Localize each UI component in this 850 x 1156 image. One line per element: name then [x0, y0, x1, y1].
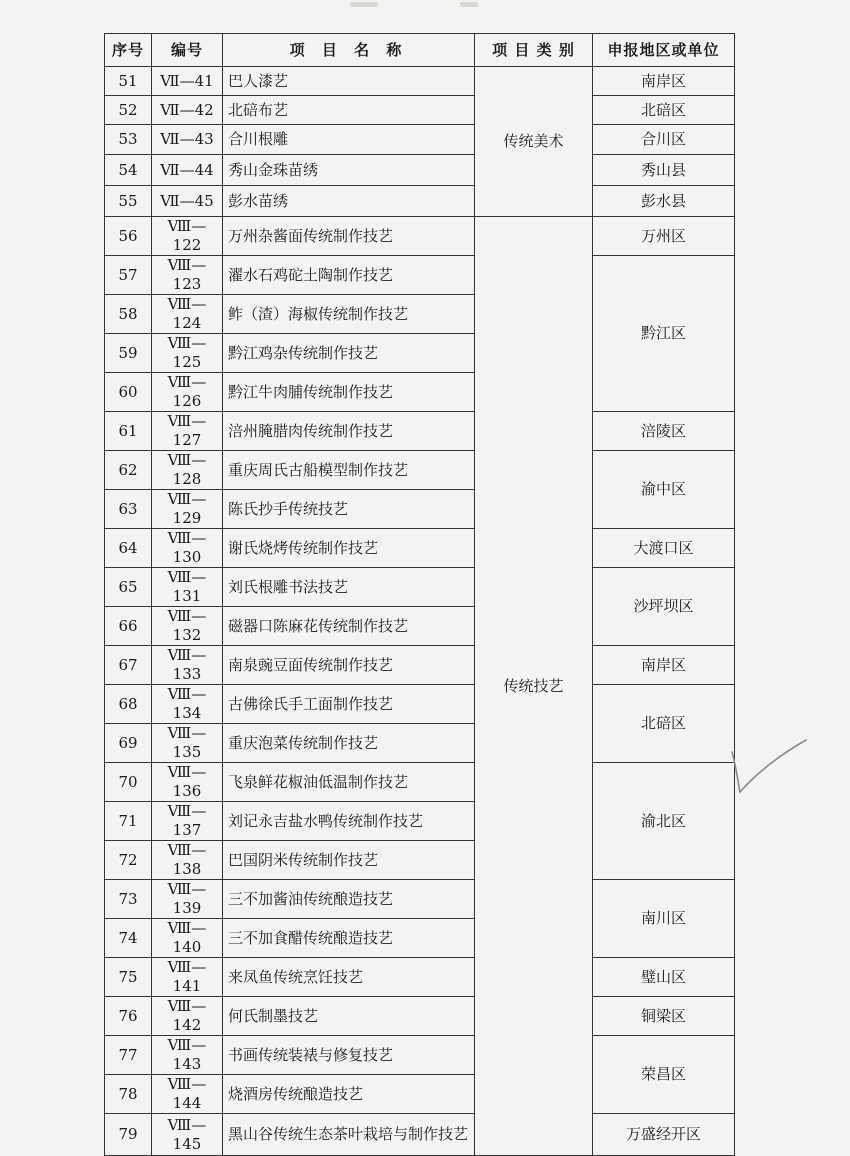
- row-name: 巴国阴米传统制作技艺: [223, 841, 475, 880]
- row-region: 万盛经开区: [593, 1114, 735, 1156]
- table-row: [105, 646, 735, 685]
- row-code: Ⅷ—133: [152, 646, 223, 685]
- row-region: 黔江区: [593, 256, 735, 412]
- row-name: 古佛徐氏手工面制作技艺: [223, 685, 475, 724]
- row-name: 南泉豌豆面传统制作技艺: [223, 646, 475, 685]
- row-seq: 59: [105, 334, 152, 373]
- header-row: [105, 34, 735, 67]
- table-row: [105, 96, 735, 125]
- row-seq: 62: [105, 451, 152, 490]
- row-seq: 51: [105, 67, 152, 96]
- row-name: 鲊（渣）海椒传统制作技艺: [223, 295, 475, 334]
- row-name: 濯水石鸡砣土陶制作技艺: [223, 256, 475, 295]
- row-region: 铜梁区: [593, 997, 735, 1036]
- row-seq: 57: [105, 256, 152, 295]
- row-seq: 78: [105, 1075, 152, 1114]
- row-name: 黔江鸡杂传统制作技艺: [223, 334, 475, 373]
- top-edge-marks: [340, 2, 500, 10]
- row-code: Ⅷ—130: [152, 529, 223, 568]
- row-region: 荣昌区: [593, 1036, 735, 1114]
- table-row: [105, 412, 735, 451]
- table-body: [105, 67, 735, 1156]
- row-seq: 66: [105, 607, 152, 646]
- row-name: 万州杂酱面传统制作技艺: [223, 217, 475, 256]
- row-name: 北碚布艺: [223, 96, 475, 125]
- row-region: 南岸区: [593, 646, 735, 685]
- table-row: [105, 256, 735, 295]
- row-name: 三不加食醋传统酿造技艺: [223, 919, 475, 958]
- row-region: 北碚区: [593, 96, 735, 125]
- row-code: Ⅷ—132: [152, 607, 223, 646]
- row-name: 重庆周氏古船模型制作技艺: [223, 451, 475, 490]
- row-seq: 64: [105, 529, 152, 568]
- table-row: [105, 125, 735, 155]
- row-seq: 65: [105, 568, 152, 607]
- row-seq: 52: [105, 96, 152, 125]
- header-code: 编号: [152, 34, 223, 67]
- row-name: 涪州腌腊肉传统制作技艺: [223, 412, 475, 451]
- table-row: [105, 67, 735, 96]
- row-name: 秀山金珠苗绣: [223, 155, 475, 186]
- row-name: 黑山谷传统生态茶叶栽培与制作技艺: [223, 1114, 475, 1156]
- row-code: Ⅷ—122: [152, 217, 223, 256]
- row-code: Ⅷ—141: [152, 958, 223, 997]
- table-row: [105, 1036, 735, 1075]
- row-code: Ⅷ—127: [152, 412, 223, 451]
- row-code: Ⅶ—44: [152, 155, 223, 186]
- row-region: 渝北区: [593, 763, 735, 880]
- header-category: 项 目 类 别: [475, 34, 593, 67]
- row-seq: 58: [105, 295, 152, 334]
- row-code: Ⅷ—143: [152, 1036, 223, 1075]
- row-seq: 77: [105, 1036, 152, 1075]
- table-row: [105, 685, 735, 724]
- row-name: 陈氏抄手传统技艺: [223, 490, 475, 529]
- row-region: 大渡口区: [593, 529, 735, 568]
- row-seq: 69: [105, 724, 152, 763]
- row-code: Ⅷ—139: [152, 880, 223, 919]
- row-seq: 63: [105, 490, 152, 529]
- row-code: Ⅷ—123: [152, 256, 223, 295]
- row-seq: 70: [105, 763, 152, 802]
- row-code: Ⅷ—142: [152, 997, 223, 1036]
- row-region: 南川区: [593, 880, 735, 958]
- row-name: 谢氏烧烤传统制作技艺: [223, 529, 475, 568]
- row-seq: 76: [105, 997, 152, 1036]
- table-row: [105, 880, 735, 919]
- table-row: [105, 1114, 735, 1156]
- row-region: 涪陵区: [593, 412, 735, 451]
- row-name: 烧酒房传统酿造技艺: [223, 1075, 475, 1114]
- row-seq: 68: [105, 685, 152, 724]
- row-name: 刘记永吉盐水鸭传统制作技艺: [223, 802, 475, 841]
- row-name: 重庆泡菜传统制作技艺: [223, 724, 475, 763]
- row-name: 刘氏根雕书法技艺: [223, 568, 475, 607]
- row-seq: 61: [105, 412, 152, 451]
- row-code: Ⅷ—129: [152, 490, 223, 529]
- header-seq: 序号: [105, 34, 152, 67]
- row-region: 沙坪坝区: [593, 568, 735, 646]
- row-code: Ⅷ—128: [152, 451, 223, 490]
- row-name: 彭水苗绣: [223, 186, 475, 217]
- row-seq: 71: [105, 802, 152, 841]
- table-row: [105, 217, 735, 256]
- row-code: Ⅷ—137: [152, 802, 223, 841]
- row-code: Ⅷ—134: [152, 685, 223, 724]
- table-row: [105, 155, 735, 186]
- row-category: 传统美术: [475, 67, 593, 217]
- row-name: 何氏制墨技艺: [223, 997, 475, 1036]
- row-name: 磁器口陈麻花传统制作技艺: [223, 607, 475, 646]
- header-name: 项 目 名 称: [223, 34, 475, 67]
- row-region: 秀山县: [593, 155, 735, 186]
- row-code: Ⅷ—125: [152, 334, 223, 373]
- table-row: [105, 568, 735, 607]
- table-row: [105, 958, 735, 997]
- row-seq: 56: [105, 217, 152, 256]
- row-region: 渝中区: [593, 451, 735, 529]
- row-name: 巴人漆艺: [223, 67, 475, 96]
- row-code: Ⅷ—135: [152, 724, 223, 763]
- row-region: 万州区: [593, 217, 735, 256]
- row-seq: 75: [105, 958, 152, 997]
- row-seq: 53: [105, 125, 152, 155]
- row-seq: 55: [105, 186, 152, 217]
- row-code: Ⅶ—41: [152, 67, 223, 96]
- row-region: 北碚区: [593, 685, 735, 763]
- header-region: 申报地区或单位: [593, 34, 735, 67]
- row-code: Ⅶ—43: [152, 125, 223, 155]
- row-name: 来凤鱼传统烹饪技艺: [223, 958, 475, 997]
- row-code: Ⅷ—140: [152, 919, 223, 958]
- table-row: [105, 529, 735, 568]
- row-seq: 60: [105, 373, 152, 412]
- table-row: [105, 997, 735, 1036]
- row-name: 合川根雕: [223, 125, 475, 155]
- row-code: Ⅷ—145: [152, 1114, 223, 1156]
- row-region: 彭水县: [593, 186, 735, 217]
- heritage-project-table: [104, 33, 735, 1156]
- table-row: [105, 186, 735, 217]
- row-seq: 74: [105, 919, 152, 958]
- row-name: 三不加酱油传统酿造技艺: [223, 880, 475, 919]
- row-seq: 72: [105, 841, 152, 880]
- table-row: [105, 451, 735, 490]
- row-seq: 67: [105, 646, 152, 685]
- row-seq: 54: [105, 155, 152, 186]
- row-region: 合川区: [593, 125, 735, 155]
- table-row: [105, 763, 735, 802]
- row-code: Ⅶ—45: [152, 186, 223, 217]
- row-region: 璧山区: [593, 958, 735, 997]
- row-seq: 79: [105, 1114, 152, 1156]
- row-code: Ⅷ—136: [152, 763, 223, 802]
- row-name: 黔江牛肉脯传统制作技艺: [223, 373, 475, 412]
- row-name: 飞泉鲜花椒油低温制作技艺: [223, 763, 475, 802]
- row-code: Ⅷ—131: [152, 568, 223, 607]
- row-code: Ⅷ—144: [152, 1075, 223, 1114]
- row-code: Ⅷ—138: [152, 841, 223, 880]
- row-category: 传统技艺: [475, 217, 593, 1156]
- row-seq: 73: [105, 880, 152, 919]
- row-name: 书画传统装裱与修复技艺: [223, 1036, 475, 1075]
- row-code: Ⅷ—124: [152, 295, 223, 334]
- row-code: Ⅶ—42: [152, 96, 223, 125]
- pencil-checkmark: [730, 738, 810, 798]
- row-code: Ⅷ—126: [152, 373, 223, 412]
- row-region: 南岸区: [593, 67, 735, 96]
